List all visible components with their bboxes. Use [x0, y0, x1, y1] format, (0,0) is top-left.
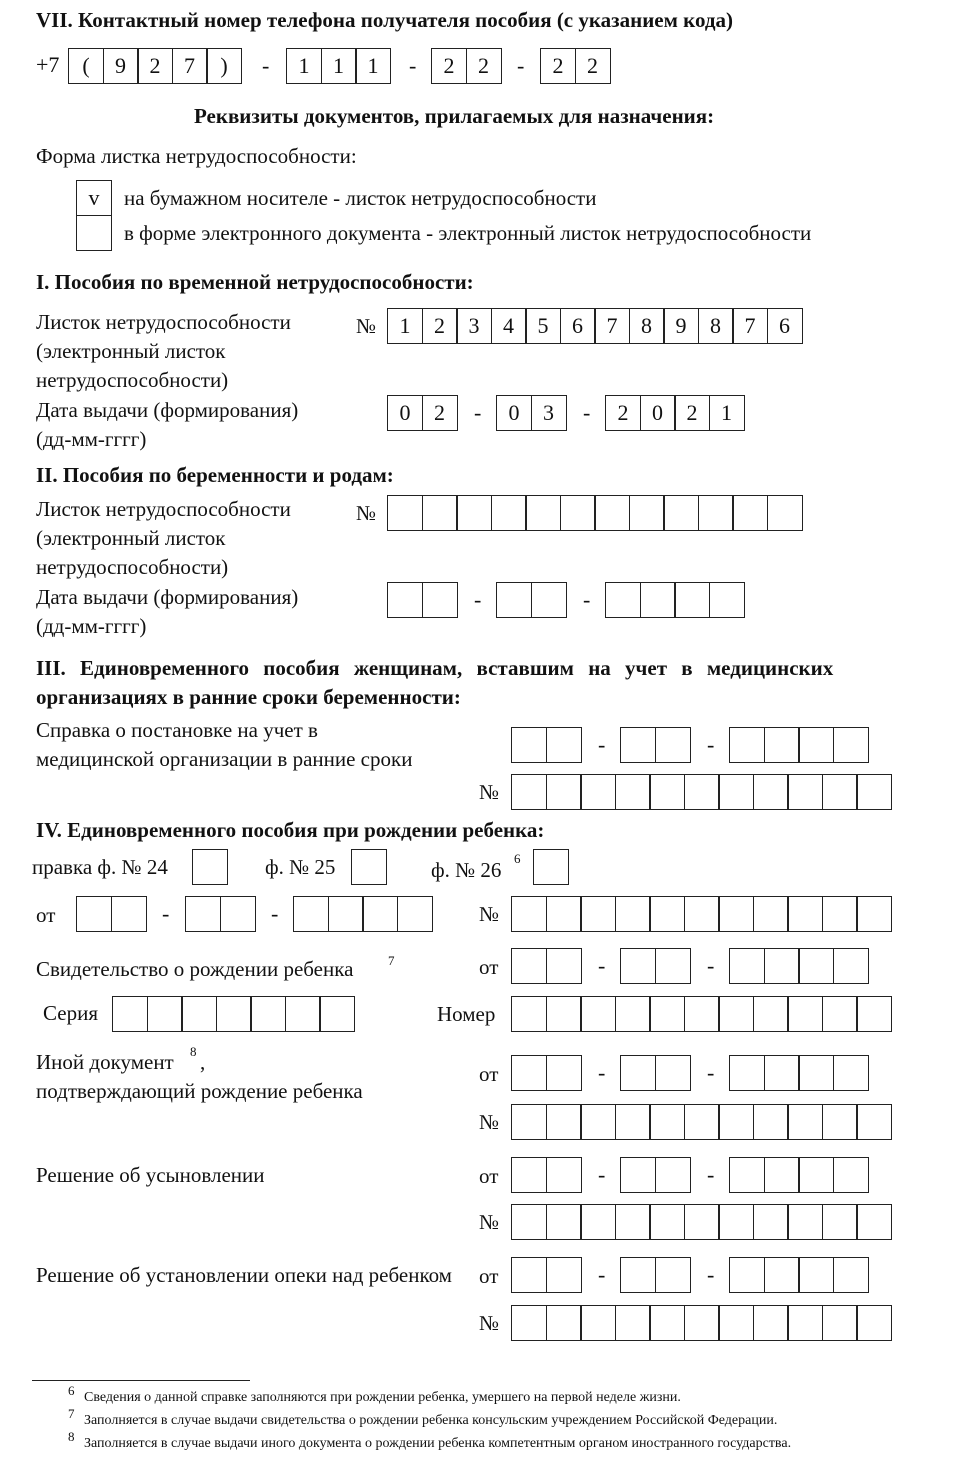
number-sign: № — [356, 314, 377, 338]
input-cell[interactable] — [511, 948, 547, 984]
input-cell[interactable] — [511, 1257, 547, 1293]
input-cell[interactable]: 5 — [525, 308, 561, 344]
date-month[interactable] — [620, 1257, 691, 1293]
input-cell[interactable]: 2 — [431, 48, 467, 84]
input-cell[interactable] — [629, 495, 665, 531]
adoption-number[interactable] — [511, 1204, 892, 1240]
input-cell[interactable]: 8 — [698, 308, 734, 344]
input-cell[interactable]: 1 — [355, 48, 391, 84]
input-cell[interactable] — [798, 727, 834, 763]
input-cell[interactable] — [764, 1257, 800, 1293]
input-cell[interactable] — [753, 996, 789, 1032]
footnote-num: 7 — [68, 1406, 75, 1421]
input-cell[interactable] — [546, 1204, 582, 1240]
dash: - — [517, 53, 525, 78]
dash: - — [583, 587, 591, 612]
requisites-title: Реквизиты документов, прилагаемых для назначения: — [194, 104, 715, 128]
input-cell[interactable]: 2 — [540, 48, 576, 84]
input-cell[interactable] — [764, 727, 800, 763]
input-cell[interactable] — [787, 1104, 823, 1140]
input-cell[interactable] — [615, 896, 651, 932]
phone-prefix: +7 — [36, 52, 60, 77]
sheet-label: нетрудоспособности) — [36, 555, 229, 579]
date-month[interactable] — [496, 582, 567, 618]
date-year[interactable] — [605, 582, 745, 618]
input-cell[interactable] — [856, 1104, 892, 1140]
input-cell[interactable] — [655, 1257, 691, 1293]
date-month[interactable] — [620, 1157, 691, 1193]
input-cell[interactable] — [496, 582, 532, 618]
input-cell[interactable] — [285, 996, 321, 1032]
input-cell[interactable]: 8 — [629, 308, 665, 344]
dash: - — [707, 953, 715, 978]
sheet-label: Листок нетрудоспособности — [36, 310, 291, 334]
input-cell[interactable] — [511, 1305, 547, 1341]
input-cell[interactable]: ( — [68, 48, 104, 84]
input-cell[interactable] — [718, 1104, 754, 1140]
footnote-ref: 8 — [190, 1044, 197, 1059]
input-cell[interactable] — [833, 1157, 869, 1193]
input-cell[interactable]: 0 — [496, 395, 532, 431]
number-sign: № — [479, 780, 500, 804]
input-cell[interactable] — [511, 727, 547, 763]
input-cell[interactable] — [822, 774, 858, 810]
input-cell[interactable]: 2 — [575, 48, 611, 84]
input-cell[interactable]: 1 — [286, 48, 322, 84]
certificate-label: Справка о постановке на учет в — [36, 718, 318, 742]
input-cell[interactable] — [422, 495, 458, 531]
input-cell[interactable]: 2 — [422, 308, 458, 344]
paper-checkbox-mark[interactable]: v — [76, 180, 112, 216]
input-cell[interactable] — [833, 948, 869, 984]
input-cell[interactable] — [491, 495, 527, 531]
paper-label: на бумажном носителе - листок нетрудоспособности — [124, 186, 597, 210]
input-cell[interactable] — [511, 896, 547, 932]
input-cell[interactable] — [753, 1204, 789, 1240]
input-cell[interactable] — [615, 774, 651, 810]
f25-checkbox[interactable] — [351, 849, 387, 885]
input-cell[interactable] — [767, 495, 803, 531]
certificate-label: медицинской организации в ранние сроки — [36, 747, 413, 771]
footnote-ref: 7 — [388, 953, 395, 968]
input-cell[interactable]: 6 — [767, 308, 803, 344]
dash: - — [162, 901, 170, 926]
certificate-number[interactable] — [511, 996, 892, 1032]
input-cell[interactable] — [511, 1055, 547, 1091]
input-cell[interactable] — [822, 1104, 858, 1140]
input-cell[interactable] — [192, 849, 228, 885]
input-cell[interactable] — [546, 1104, 582, 1140]
input-cell[interactable] — [351, 849, 387, 885]
input-cell[interactable] — [533, 849, 569, 885]
input-cell[interactable] — [181, 996, 217, 1032]
input-cell[interactable] — [718, 774, 754, 810]
paper-checkbox[interactable] — [76, 180, 112, 216]
phone-part3[interactable] — [540, 48, 611, 84]
input-cell[interactable] — [620, 1055, 656, 1091]
input-cell[interactable] — [732, 495, 768, 531]
input-cell[interactable] — [822, 896, 858, 932]
input-cell[interactable] — [580, 1204, 616, 1240]
dash: - — [271, 901, 279, 926]
input-cell[interactable] — [856, 896, 892, 932]
input-cell[interactable] — [422, 582, 458, 618]
sheet-label: нетрудоспособности) — [36, 368, 229, 392]
input-cell[interactable] — [511, 1104, 547, 1140]
input-cell[interactable] — [511, 996, 547, 1032]
footnote-text: Сведения о данной справке заполняются при рождении ребенка, умершего на первой неделе жизни. — [84, 1390, 681, 1405]
input-cell[interactable] — [718, 1204, 754, 1240]
date-year[interactable] — [729, 948, 869, 984]
input-cell[interactable] — [798, 948, 834, 984]
date-year[interactable] — [729, 1157, 869, 1193]
input-cell[interactable]: 7 — [172, 48, 208, 84]
date-day[interactable] — [76, 896, 147, 932]
section-vii-heading: VII. Контактный номер телефона получателя пособия (с указанием кода) — [36, 8, 734, 32]
sheet-label: Листок нетрудоспособности — [36, 497, 291, 521]
dash: - — [474, 400, 482, 425]
input-cell[interactable] — [615, 1204, 651, 1240]
input-cell[interactable]: 3 — [456, 308, 492, 344]
input-cell[interactable] — [753, 1104, 789, 1140]
phone-part2[interactable] — [431, 48, 502, 84]
input-cell[interactable] — [798, 1257, 834, 1293]
input-cell[interactable] — [833, 1257, 869, 1293]
date-day[interactable] — [511, 1257, 582, 1293]
input-cell[interactable] — [655, 1157, 691, 1193]
input-cell[interactable] — [764, 1055, 800, 1091]
birth-certificate-label: Свидетельство о рождении ребенка — [36, 957, 354, 981]
input-cell[interactable] — [663, 495, 699, 531]
input-cell[interactable] — [387, 582, 423, 618]
input-cell[interactable]: 2 — [674, 395, 710, 431]
input-cell[interactable]: 1 — [387, 308, 423, 344]
input-cell[interactable] — [546, 1305, 582, 1341]
f24-checkbox[interactable] — [192, 849, 228, 885]
input-cell[interactable] — [511, 774, 547, 810]
date-label: Дата выдачи (формирования) — [36, 398, 299, 422]
input-cell[interactable] — [649, 1204, 685, 1240]
input-cell[interactable]: 7 — [732, 308, 768, 344]
input-cell[interactable] — [856, 774, 892, 810]
input-cell[interactable] — [856, 1204, 892, 1240]
input-cell[interactable] — [753, 896, 789, 932]
input-cell[interactable]: ) — [206, 48, 242, 84]
dash: - — [707, 1060, 715, 1085]
input-cell[interactable] — [684, 1305, 720, 1341]
input-cell[interactable]: 3 — [531, 395, 567, 431]
date-day[interactable] — [511, 948, 582, 984]
input-cell[interactable] — [546, 996, 582, 1032]
input-cell[interactable] — [798, 1157, 834, 1193]
input-cell[interactable] — [649, 774, 685, 810]
section-ii-heading: II. Пособия по беременности и родам: — [36, 463, 394, 487]
input-cell[interactable] — [362, 896, 398, 932]
input-cell[interactable] — [709, 582, 745, 618]
number-sign: № — [356, 501, 377, 525]
input-cell[interactable] — [112, 996, 148, 1032]
input-cell[interactable] — [856, 1305, 892, 1341]
phone-code[interactable] — [68, 48, 242, 84]
input-cell[interactable] — [764, 1157, 800, 1193]
date-day[interactable] — [387, 582, 458, 618]
input-cell[interactable] — [546, 727, 582, 763]
section-iv-heading: IV. Единовременного пособия при рождении ребенка: — [36, 818, 545, 842]
other-document-label: Иной документ — [36, 1050, 174, 1074]
input-cell[interactable] — [546, 1055, 582, 1091]
comma: , — [200, 1050, 206, 1074]
date-year[interactable] — [729, 1257, 869, 1293]
input-cell[interactable]: 6 — [560, 308, 596, 344]
footnote-text: Заполняется в случае выдачи иного документа о рождении ребенка компетентным органом иностранного государства. — [84, 1436, 792, 1451]
input-cell[interactable] — [753, 774, 789, 810]
adoption-label: Решение об усыновлении — [36, 1163, 265, 1187]
input-cell[interactable]: 2 — [422, 395, 458, 431]
input-cell[interactable] — [620, 1157, 656, 1193]
input-cell[interactable] — [729, 1157, 765, 1193]
input-cell[interactable] — [684, 896, 720, 932]
number-sign: № — [479, 1110, 500, 1134]
sheet-number[interactable] — [387, 308, 803, 344]
input-cell[interactable] — [655, 948, 691, 984]
input-cell[interactable] — [580, 1104, 616, 1140]
input-cell[interactable] — [787, 996, 823, 1032]
input-cell[interactable] — [511, 1157, 547, 1193]
input-cell[interactable] — [580, 774, 616, 810]
input-cell[interactable] — [546, 774, 582, 810]
input-cell[interactable] — [684, 996, 720, 1032]
input-cell[interactable] — [753, 1305, 789, 1341]
dash: - — [262, 53, 270, 78]
input-cell[interactable] — [525, 495, 561, 531]
input-cell[interactable] — [560, 495, 596, 531]
input-cell[interactable] — [511, 1204, 547, 1240]
input-cell[interactable] — [546, 948, 582, 984]
dash: - — [598, 1060, 606, 1085]
input-cell[interactable]: 2 — [605, 395, 641, 431]
input-cell[interactable] — [147, 996, 183, 1032]
input-cell[interactable] — [220, 896, 256, 932]
input-cell[interactable] — [546, 1157, 582, 1193]
date-label: Дата выдачи (формирования) — [36, 585, 299, 609]
electronic-label: в форме электронного документа - электронный листок нетрудоспособности — [124, 221, 812, 245]
input-cell[interactable] — [833, 1055, 869, 1091]
input-cell[interactable] — [293, 896, 329, 932]
input-cell[interactable]: 2 — [466, 48, 502, 84]
number-sign: № — [479, 902, 500, 926]
from-label: от — [479, 1164, 499, 1188]
input-cell[interactable] — [833, 727, 869, 763]
f24-label: правка ф. № 24 — [32, 855, 168, 879]
guardianship-number[interactable] — [511, 1305, 892, 1341]
dash: - — [598, 953, 606, 978]
date-month[interactable] — [620, 1055, 691, 1091]
sheet-form-label: Форма листка нетрудоспособности: — [36, 144, 357, 168]
from-label: от — [479, 955, 499, 979]
input-cell[interactable] — [729, 727, 765, 763]
input-cell[interactable] — [580, 996, 616, 1032]
input-cell[interactable] — [250, 996, 286, 1032]
input-cell[interactable] — [649, 1104, 685, 1140]
input-cell[interactable] — [822, 1204, 858, 1240]
section-iii-heading: III. Единовременного пособия женщинам, вставшим на учет в медицинских — [36, 656, 834, 680]
input-cell[interactable] — [649, 1305, 685, 1341]
guardianship-label: Решение об установлении опеки над ребенком — [36, 1263, 452, 1287]
from-label: от — [479, 1264, 499, 1288]
footnote-num: 6 — [68, 1383, 75, 1398]
from-label: от — [36, 903, 56, 927]
date-month[interactable] — [185, 896, 256, 932]
sheet-label: (электронный листок — [36, 339, 226, 363]
input-cell[interactable] — [655, 1055, 691, 1091]
input-cell[interactable] — [397, 896, 433, 932]
dash: - — [707, 1262, 715, 1287]
input-cell[interactable] — [615, 1305, 651, 1341]
input-cell[interactable] — [787, 1305, 823, 1341]
input-cell[interactable] — [787, 896, 823, 932]
dash: - — [598, 1262, 606, 1287]
section-iii-heading-cont: организациях в ранние сроки беременности: — [36, 685, 461, 709]
number-label: Номер — [437, 1002, 496, 1026]
input-cell[interactable] — [531, 582, 567, 618]
input-cell[interactable] — [729, 1055, 765, 1091]
dash: - — [409, 53, 417, 78]
input-cell[interactable] — [729, 948, 765, 984]
input-cell[interactable] — [580, 1305, 616, 1341]
date-day[interactable] — [387, 395, 458, 431]
input-cell[interactable] — [822, 996, 858, 1032]
input-cell[interactable]: 1 — [321, 48, 357, 84]
date-day[interactable] — [511, 727, 582, 763]
input-cell[interactable] — [684, 774, 720, 810]
series-cells[interactable] — [112, 996, 355, 1032]
dash: - — [598, 732, 606, 757]
date-format-label: (дд-мм-гггг) — [36, 614, 147, 638]
date-year[interactable] — [293, 896, 433, 932]
input-cell[interactable] — [764, 948, 800, 984]
input-cell[interactable] — [856, 996, 892, 1032]
input-cell[interactable] — [615, 1104, 651, 1140]
input-cell[interactable] — [620, 727, 656, 763]
input-cell[interactable]: 9 — [663, 308, 699, 344]
input-cell[interactable] — [594, 495, 630, 531]
input-cell[interactable] — [655, 727, 691, 763]
input-cell[interactable] — [787, 774, 823, 810]
date-format-label: (дд-мм-гггг) — [36, 427, 147, 451]
input-cell[interactable] — [798, 1055, 834, 1091]
input-cell[interactable]: 1 — [709, 395, 745, 431]
dash: - — [598, 1162, 606, 1187]
input-cell[interactable] — [111, 896, 147, 932]
input-cell[interactable] — [387, 495, 423, 531]
input-cell[interactable] — [328, 896, 364, 932]
electronic-checkbox-mark[interactable] — [76, 215, 112, 251]
section-i-heading: I. Пособия по временной нетрудоспособности: — [36, 270, 474, 294]
input-cell[interactable] — [649, 896, 685, 932]
input-cell[interactable]: 0 — [640, 395, 676, 431]
input-cell[interactable] — [319, 996, 355, 1032]
input-cell[interactable] — [76, 896, 112, 932]
dash: - — [583, 400, 591, 425]
footnote-ref: 6 — [514, 851, 521, 866]
phone-part1[interactable] — [286, 48, 391, 84]
input-cell[interactable] — [822, 1305, 858, 1341]
input-cell[interactable]: 7 — [594, 308, 630, 344]
sheet-label: (электронный листок — [36, 526, 226, 550]
input-cell[interactable] — [620, 1257, 656, 1293]
input-cell[interactable]: 9 — [103, 48, 139, 84]
input-cell[interactable] — [546, 1257, 582, 1293]
input-cell[interactable] — [620, 948, 656, 984]
date-day[interactable] — [511, 1055, 582, 1091]
number-sign: № — [479, 1210, 500, 1234]
f26-checkbox[interactable] — [533, 849, 569, 885]
input-cell[interactable] — [605, 582, 641, 618]
input-cell[interactable] — [718, 896, 754, 932]
f25-label: ф. № 25 — [265, 855, 336, 879]
f26-label: ф. № 26 — [431, 858, 502, 882]
input-cell[interactable] — [216, 996, 252, 1032]
footnote-divider — [32, 1380, 250, 1381]
sheet-number[interactable] — [387, 495, 803, 531]
document-number[interactable] — [511, 1104, 892, 1140]
dash: - — [474, 587, 482, 612]
input-cell[interactable] — [185, 896, 221, 932]
input-cell[interactable] — [684, 1204, 720, 1240]
input-cell[interactable] — [640, 582, 676, 618]
number-sign: № — [479, 1311, 500, 1335]
date-year[interactable] — [729, 727, 869, 763]
from-label: от — [479, 1062, 499, 1086]
date-month[interactable] — [496, 395, 567, 431]
footnote-text: Заполняется в случае выдачи свидетельства о рождении ребенка консульским учреждением Российской Федерации. — [84, 1413, 778, 1428]
input-cell[interactable] — [718, 996, 754, 1032]
input-cell[interactable] — [684, 1104, 720, 1140]
electronic-checkbox[interactable] — [76, 215, 112, 251]
input-cell[interactable]: 0 — [387, 395, 423, 431]
dash: - — [707, 732, 715, 757]
input-cell[interactable] — [546, 896, 582, 932]
input-cell[interactable] — [698, 495, 734, 531]
document-number[interactable] — [511, 896, 892, 932]
date-month[interactable] — [620, 727, 691, 763]
input-cell[interactable] — [729, 1257, 765, 1293]
date-year[interactable] — [729, 1055, 869, 1091]
dash: - — [707, 1162, 715, 1187]
certificate-number[interactable] — [511, 774, 892, 810]
input-cell[interactable] — [456, 495, 492, 531]
other-document-label: подтверждающий рождение ребенка — [36, 1079, 363, 1103]
input-cell[interactable]: 4 — [491, 308, 527, 344]
input-cell[interactable] — [674, 582, 710, 618]
date-year[interactable] — [605, 395, 745, 431]
input-cell[interactable] — [649, 996, 685, 1032]
date-day[interactable] — [511, 1157, 582, 1193]
input-cell[interactable] — [787, 1204, 823, 1240]
input-cell[interactable] — [580, 896, 616, 932]
input-cell[interactable] — [718, 1305, 754, 1341]
input-cell[interactable] — [615, 996, 651, 1032]
footnote-num: 8 — [68, 1429, 75, 1444]
input-cell[interactable]: 2 — [137, 48, 173, 84]
date-month[interactable] — [620, 948, 691, 984]
series-label: Серия — [43, 1001, 98, 1025]
